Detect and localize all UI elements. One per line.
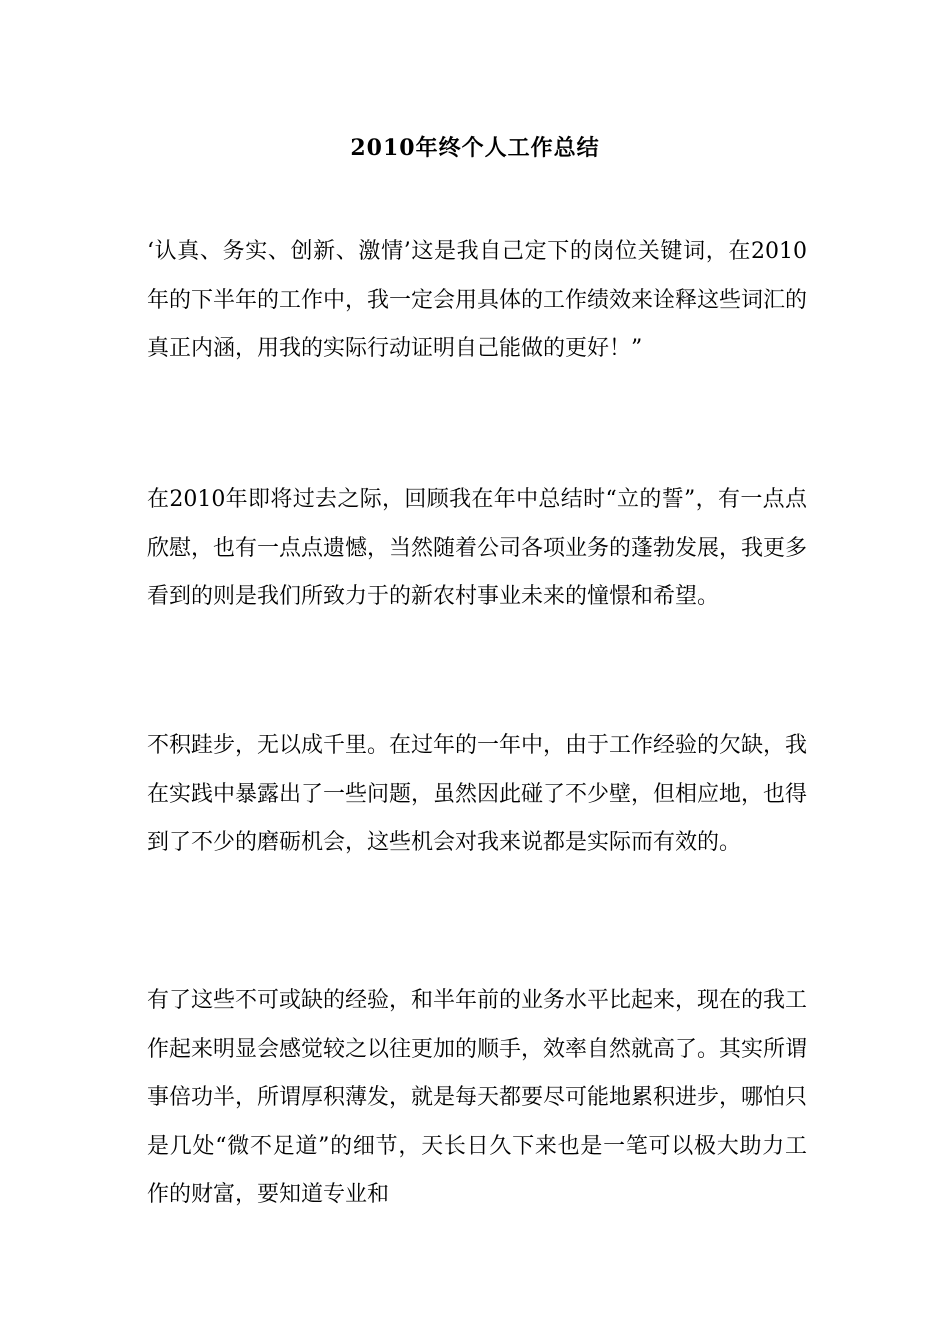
paragraph-4: 有了这些不可或缺的经验，和半年前的业务水平比起来，现在的我工作起来明显会感觉较之以往更加的顺手，效率自然就高了。其实所谓事倍功半，所谓厚积薄发，就是每天都要尽可能地累积进步，哪怕只是几处“微不足道”的细节，天长日久下来也是一笔可以极大助力工作的财富，要知道专业和 <box>147 988 808 1207</box>
paragraph-2: 在2010年即将过去之际，回顾我在年中总结时“立的誓”，有一点点欣慰，也有一点点遗憾，当然随着公司各项业务的蓬勃发展，我更多看到的则是我们所致力于的新农村事业未来的憧憬和希望。 <box>147 487 808 609</box>
document-title: 2010年终个人工作总结 <box>350 135 600 161</box>
paragraph-3: 不积跬步，无以成千里。在过年的一年中，由于工作经验的欠缺，我在实践中暴露出了一些问题，虽然因此碰了不少壁，但相应地，也得到了不少的磨砺机会，这些机会对我来说都是实际而有效的。 <box>147 733 808 855</box>
paragraph-1: ‘认真、务实、创新、激情’这是我自己定下的岗位关键词，在2010年的下半年的工作中，我一定会用具体的工作绩效来诠释这些词汇的真正内涵，用我的实际行动证明自己能做的更好！” <box>147 239 808 361</box>
